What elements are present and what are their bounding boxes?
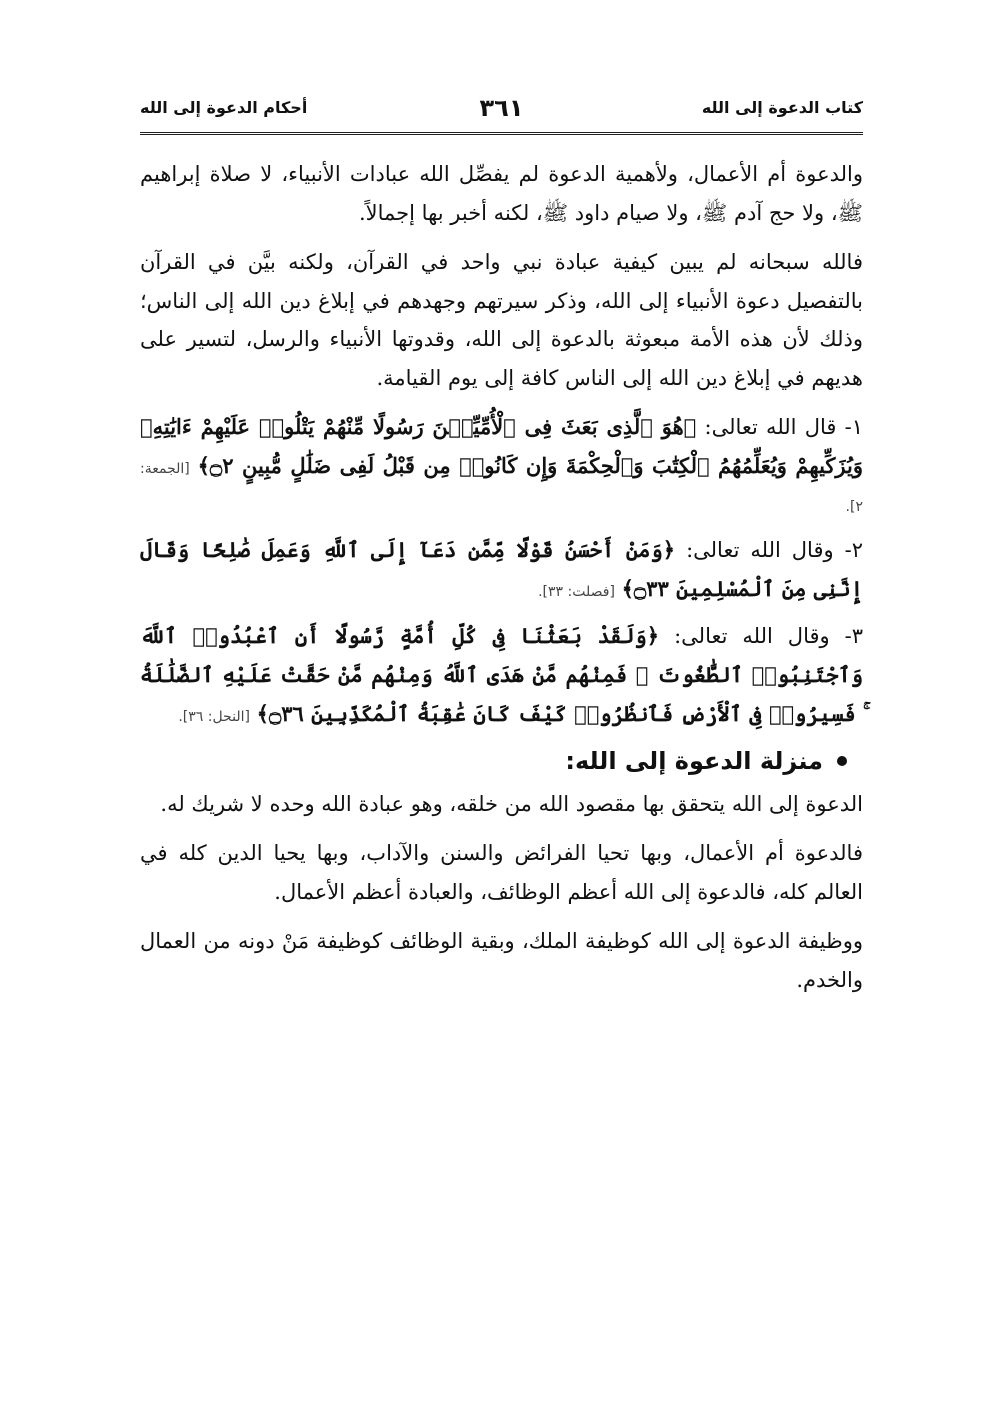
quran-verse: ﴿هُوَ ٱلَّذِى بَعَثَ فِى ٱلْأُمِّيِّـۧنَ رَسُولًا مِّنْهُمْ يَتْلُوا۟ عَلَيْهِمْ ءَايَٰتِهِۦ وَيُزَكِّيهِمْ وَيُعَلِّمُهُمُ ٱلْكِتَٰبَ وَٱلْحِكْمَةَ وَإِن كَانُوا۟ مِن قَبْلُ لَفِى ضَلَٰلٍ مُّبِينٍ ۝٢﴾ xyxy=(140,414,863,478)
page-header xyxy=(140,96,863,135)
verse-intro: ٢- وقال الله تعالى: xyxy=(686,538,863,563)
verse-item-2 xyxy=(140,531,863,609)
section-paragraph-3: ووظيفة الدعوة إلى الله كوظيفة الملك، وبقية الوظائف كوظيفة مَنْ دونه من العمال والخدم. xyxy=(140,928,863,992)
section-heading xyxy=(140,747,863,775)
book-title: كتاب الدعوة إلى الله xyxy=(701,98,863,117)
quran-verse: ﴿وَلَقَدْ بَعَثْنَا فِى كُلِّ أُمَّةٍ رَّسُولًا أَنِ ٱعْبُدُوا۟ ٱللَّهَ وَٱجْتَنِبُوا۟ ٱلطَّٰغُوتَ ۖ فَمِنْهُم مَّنْ هَدَى ٱللَّهُ وَمِنْهُم مَّنْ حَقَّتْ عَلَيْهِ ٱلضَّلَٰلَةُ ۚ فَسِيرُوا۟ فِى ٱلْأَرْضِ فَٱنظُرُوا۟ كَيْفَ كَانَ عَٰقِبَةُ ٱلْمُكَذِّبِينَ ۝٣٦﴾ xyxy=(140,623,863,726)
quran-verse: ﴿وَمَنْ أَحْسَنُ قَوْلًا مِّمَّن دَعَآ إِلَى ٱللَّهِ وَعَمِلَ صَٰلِحًا وَقَالَ إِنَّنِى مِنَ ٱلْمُسْلِمِينَ ۝٣٣﴾ xyxy=(140,537,863,602)
verse-item-1 xyxy=(140,408,863,523)
verse-intro: ١- قال الله تعالى: xyxy=(704,415,863,440)
paragraph-2: فالله سبحانه لم يبين كيفية عبادة نبي واحد في القرآن، ولكنه بيَّن في القرآن بالتفصيل دعوة الأنبياء إلى الله، وذكر سيرتهم وجهدهم في إبلاغ دين الله إلى الناس؛ وذلك لأن هذه الأمة مبعوثة بالدعوة إلى الله، وقدوتها الأنبياء والرسل، لتسير على هديهم في إبلاغ دين الله إلى الناس كافة إلى يوم القيامة. xyxy=(140,249,863,391)
verse-intro: ٣- وقال الله تعالى: xyxy=(674,624,863,649)
verse-item-3 xyxy=(140,617,863,733)
bullet-icon xyxy=(837,756,847,766)
page-number: ٣٦١ xyxy=(479,94,524,122)
paragraph-1: والدعوة أم الأعمال، ولأهمية الدعوة لم يفصِّل الله عبادات الأنبياء، لا صلاة إبراهيم ﷺ، ولا حج آدم ﷺ، ولا صيام داود ﷺ، لكنه أخبر بها إجمالاً. xyxy=(140,162,863,225)
chapter-title: أحكام الدعوة إلى الله xyxy=(140,98,308,117)
verse-reference: [النحل: ٣٦]. xyxy=(178,708,250,725)
section-paragraph-2: فالدعوة أم الأعمال، وبها تحيا الفرائض والسنن والآداب، وبها يحيا الدين كله في العالم كله، فالدعوة إلى الله أعظم الوظائف، والعبادة أعظم الأعمال. xyxy=(140,841,863,905)
verse-reference: [فصلت: ٣٣]. xyxy=(538,584,615,601)
page-body xyxy=(140,155,863,1010)
verse-reference: [الجمعة: ٢]. xyxy=(140,460,863,515)
section-paragraph-1: الدعوة إلى الله يتحقق بها مقصود الله من خلقه، وهو عبادة الله وحده لا شريك له. xyxy=(160,792,863,817)
section-heading-text: منزلة الدعوة إلى الله: xyxy=(565,747,823,776)
